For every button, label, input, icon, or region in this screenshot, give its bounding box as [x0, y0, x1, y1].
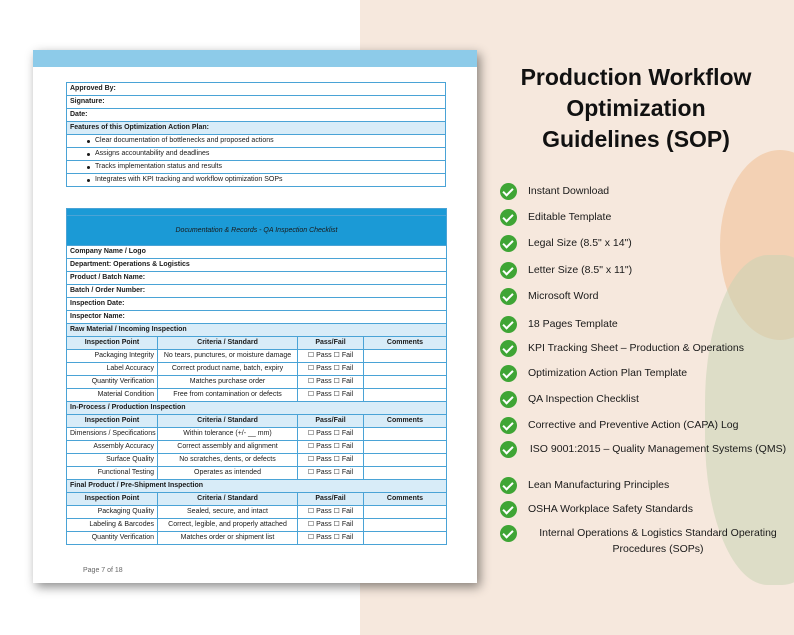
comments-cell: [364, 532, 447, 545]
inspection-point: Packaging Integrity: [67, 350, 158, 363]
inspection-date-field: Inspection Date:: [67, 298, 447, 311]
table-row: [67, 350, 447, 363]
pass-fail-checkboxes: ☐ Pass ☐ Fail: [298, 389, 364, 402]
feature-item: Optimization Action Plan Template: [500, 365, 792, 381]
comments-cell: [364, 441, 447, 454]
section-title: Raw Material / Incoming Inspection: [67, 324, 447, 337]
checkmark-icon: [500, 316, 517, 333]
checkmark-icon: [500, 235, 517, 252]
inspection-point: Packaging Quality: [67, 506, 158, 519]
table-row: [67, 428, 447, 441]
inspection-point: Dimensions / Specifications: [67, 428, 158, 441]
feature-bullet: Assigns accountability and deadlines: [67, 148, 446, 161]
feature-item: Instant Download: [500, 183, 792, 199]
table-row: [67, 376, 447, 389]
feature-item: OSHA Workplace Safety Standards: [500, 501, 792, 517]
section-title: In-Process / Production Inspection: [67, 402, 447, 415]
criteria: Matches order or shipment list: [158, 532, 298, 545]
feature-item: Microsoft Word: [500, 288, 792, 304]
feature-item: Lean Manufacturing Principles: [500, 477, 792, 493]
criteria: Correct assembly and alignment: [158, 441, 298, 454]
inspection-point: Material Condition: [67, 389, 158, 402]
checkmark-icon: [500, 525, 517, 542]
pass-fail-checkboxes: ☐ Pass ☐ Fail: [298, 441, 364, 454]
table-row: [67, 519, 447, 532]
table-row: [67, 532, 447, 545]
checkmark-icon: [500, 441, 517, 458]
product-field: Product / Batch Name:: [67, 272, 447, 285]
column-header: Inspection Point: [67, 337, 158, 350]
column-header: Criteria / Standard: [158, 337, 298, 350]
feature-bullet: Tracks implementation status and results: [67, 161, 446, 174]
checklist-title: Documentation & Records - QA Inspection Checklist: [67, 216, 447, 246]
criteria: No tears, punctures, or moisture damage: [158, 350, 298, 363]
column-header: Criteria / Standard: [158, 415, 298, 428]
criteria: Operates as intended: [158, 467, 298, 480]
checkmark-icon: [500, 183, 517, 200]
column-header: Comments: [364, 415, 447, 428]
column-header: Pass/Fail: [298, 415, 364, 428]
title-line: Guidelines (SOP): [542, 126, 730, 152]
pass-fail-checkboxes: ☐ Pass ☐ Fail: [298, 428, 364, 441]
checkmark-icon: [500, 477, 517, 494]
comments-cell: [364, 506, 447, 519]
comments-cell: [364, 350, 447, 363]
table-row: [67, 506, 447, 519]
inspection-point: Labeling & Barcodes: [67, 519, 158, 532]
criteria: Within tolerance (+/- __ mm): [158, 428, 298, 441]
feature-item: ISO 9001:2015 – Quality Management Systems (QMS): [500, 441, 792, 457]
date-label: Date:: [67, 109, 446, 122]
checkmark-icon: [500, 262, 517, 279]
feature-item: Editable Template: [500, 209, 792, 225]
pass-fail-checkboxes: ☐ Pass ☐ Fail: [298, 363, 364, 376]
table-row: [67, 363, 447, 376]
feature-item: Corrective and Preventive Action (CAPA) Log: [500, 417, 792, 433]
column-header: Inspection Point: [67, 415, 158, 428]
feature-item: Legal Size (8.5" x 14"): [500, 235, 792, 251]
pass-fail-checkboxes: ☐ Pass ☐ Fail: [298, 519, 364, 532]
comments-cell: [364, 389, 447, 402]
inspection-point: Assembly Accuracy: [67, 441, 158, 454]
department-field: Department: Operations & Logistics: [67, 259, 447, 272]
signature-label: Signature:: [67, 96, 446, 109]
inspection-point: Quantity Verification: [67, 532, 158, 545]
checkmark-icon: [500, 391, 517, 408]
comments-cell: [364, 454, 447, 467]
table-row: [67, 454, 447, 467]
checkmark-icon: [500, 288, 517, 305]
pass-fail-checkboxes: ☐ Pass ☐ Fail: [298, 467, 364, 480]
approval-table: [66, 82, 446, 187]
pass-fail-checkboxes: ☐ Pass ☐ Fail: [298, 350, 364, 363]
inspector-field: Inspector Name:: [67, 311, 447, 324]
pass-fail-checkboxes: ☐ Pass ☐ Fail: [298, 532, 364, 545]
feature-item: 18 Pages Template: [500, 316, 792, 332]
title-line: Optimization: [566, 95, 706, 121]
comments-cell: [364, 428, 447, 441]
feature-item: KPI Tracking Sheet – Production & Operations: [500, 340, 792, 356]
batch-field: Batch / Order Number:: [67, 285, 447, 298]
criteria: Matches purchase order: [158, 376, 298, 389]
feature-bullet: Clear documentation of bottlenecks and proposed actions: [67, 135, 446, 148]
comments-cell: [364, 467, 447, 480]
column-header: Criteria / Standard: [158, 493, 298, 506]
feature-bullet: Integrates with KPI tracking and workflow optimization SOPs: [67, 174, 446, 187]
product-title: [480, 62, 792, 155]
inspection-point: Functional Testing: [67, 467, 158, 480]
criteria: Correct, legible, and properly attached: [158, 519, 298, 532]
qa-checklist-table: [66, 208, 447, 545]
approved-by-label: Approved By:: [67, 83, 446, 96]
checkmark-icon: [500, 417, 517, 434]
features-heading: Features of this Optimization Action Plan:: [67, 122, 446, 135]
checkmark-icon: [500, 340, 517, 357]
column-header: Pass/Fail: [298, 337, 364, 350]
checkmark-icon: [500, 365, 517, 382]
inspection-point: Label Accuracy: [67, 363, 158, 376]
inspection-point: Quantity Verification: [67, 376, 158, 389]
table-row: [67, 441, 447, 454]
pass-fail-checkboxes: ☐ Pass ☐ Fail: [298, 454, 364, 467]
column-header: Comments: [364, 493, 447, 506]
feature-item: Internal Operations & Logistics Standard Operating Procedures (SOPs): [500, 525, 792, 557]
page-number: Page 7 of 18: [83, 567, 123, 574]
feature-item: Letter Size (8.5" x 11"): [500, 262, 792, 278]
checkmark-icon: [500, 501, 517, 518]
checkmark-icon: [500, 209, 517, 226]
title-line: Production Workflow: [520, 64, 752, 90]
criteria: Free from contamination or defects: [158, 389, 298, 402]
document-preview: [33, 50, 477, 583]
comments-cell: [364, 519, 447, 532]
table-row: [67, 467, 447, 480]
criteria: Correct product name, batch, expiry: [158, 363, 298, 376]
checklist-header-band: [67, 209, 447, 216]
inspection-point: Surface Quality: [67, 454, 158, 467]
pass-fail-checkboxes: ☐ Pass ☐ Fail: [298, 506, 364, 519]
comments-cell: [364, 363, 447, 376]
page-header-band: [33, 50, 477, 67]
table-row: [67, 389, 447, 402]
section-title: Final Product / Pre-Shipment Inspection: [67, 480, 447, 493]
criteria: Sealed, secure, and intact: [158, 506, 298, 519]
column-header: Comments: [364, 337, 447, 350]
column-header: Inspection Point: [67, 493, 158, 506]
column-header: Pass/Fail: [298, 493, 364, 506]
pass-fail-checkboxes: ☐ Pass ☐ Fail: [298, 376, 364, 389]
criteria: No scratches, dents, or defects: [158, 454, 298, 467]
company-field: Company Name / Logo: [67, 246, 447, 259]
comments-cell: [364, 376, 447, 389]
feature-item: QA Inspection Checklist: [500, 391, 792, 407]
